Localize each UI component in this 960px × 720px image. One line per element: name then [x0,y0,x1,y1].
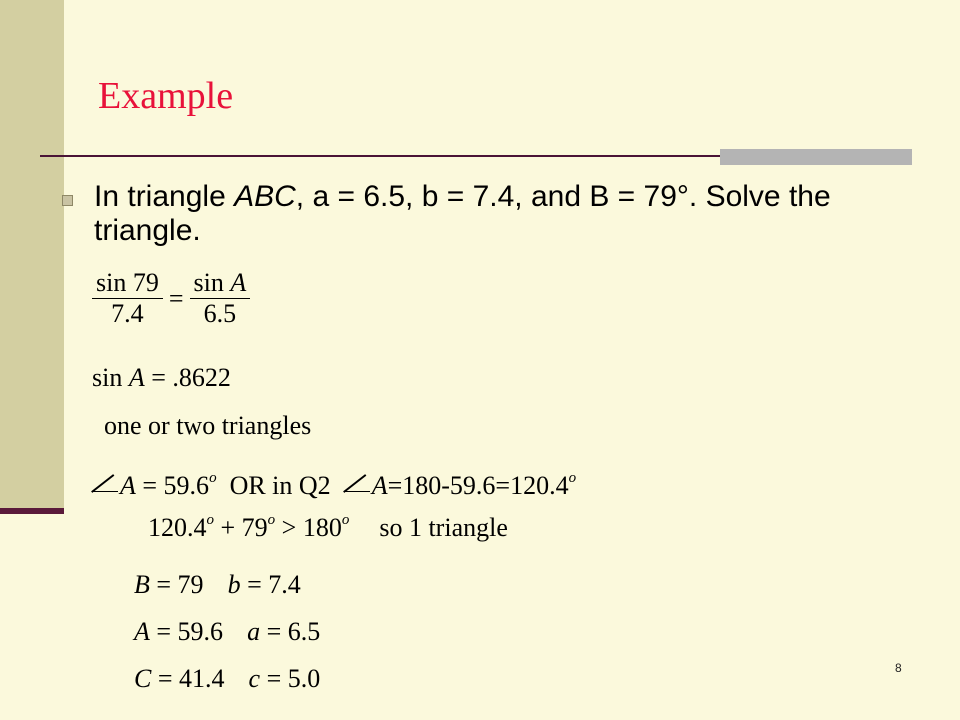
equals-sign: = [168,283,184,313]
bullet-icon [62,195,73,206]
check-note: so 1 triangle [379,513,508,542]
cases-note: one or two triangles [104,411,312,440]
result-row: C = 41.4 c = 5.0 [134,664,321,693]
result-row: A = 59.6 a = 6.5 [134,617,321,646]
problem-triangle: ABC [234,180,296,213]
sin-a-value: sin A = .8622 [92,363,231,392]
left-denominator: 7.4 [111,299,144,328]
problem-suffix: , a = 6.5, b = 7.4, and B = 79°. Solve the triangle. [94,180,831,247]
left-decorative-bar [0,0,64,512]
problem-statement [94,180,894,248]
law-of-sines-equation [92,268,250,329]
page-number: 8 [895,661,902,675]
result-row: B = 79 b = 7.4 [134,570,301,599]
right-fraction [190,268,251,329]
angle-icon [344,472,372,494]
triangle-check-line: $120.4^o + 79^o > 180^o$ so 1 triangle [148,512,508,542]
left-bar-accent [0,508,64,514]
angle-icon [92,472,120,494]
problem-prefix: In triangle [94,180,235,213]
left-numerator: sin 79 [92,268,163,299]
right-denominator: 6.5 [203,299,237,328]
right-numerator: sin A [190,268,251,299]
slide-title: Example [98,75,234,117]
angle-a-line: $A = 59.6^o$ OR in Q2 $A=180-59.6=120.4^o$ [92,471,576,501]
left-fraction [92,268,163,329]
title-divider-accent [720,149,912,165]
